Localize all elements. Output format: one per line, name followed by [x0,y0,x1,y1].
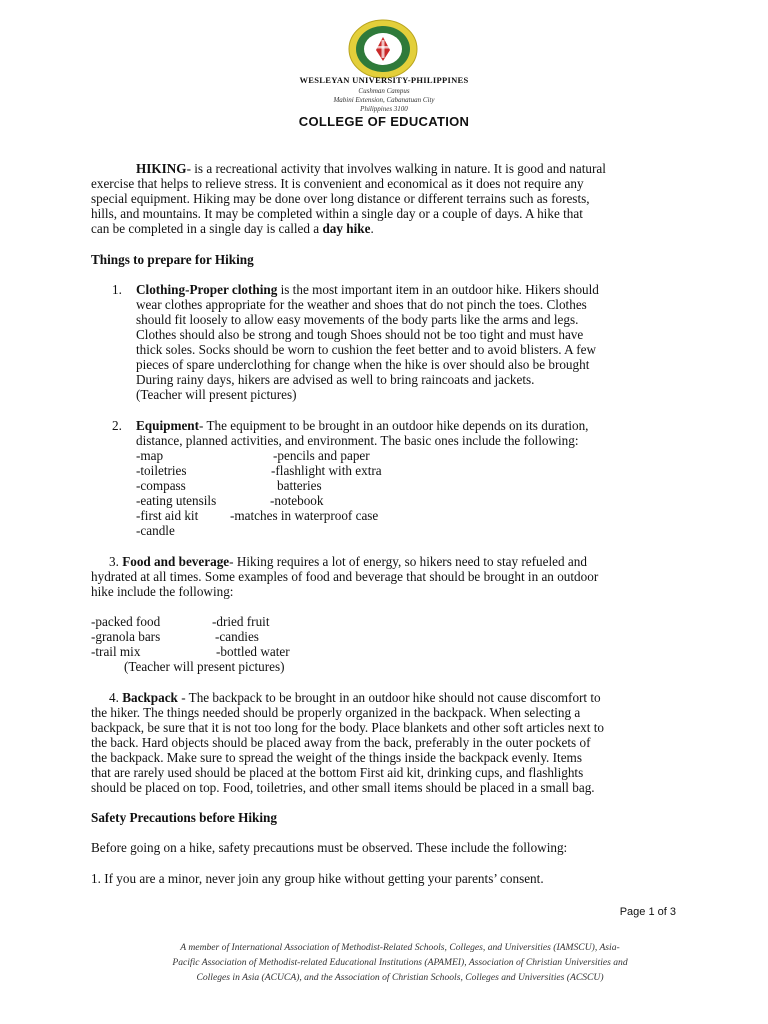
food-list-item: -bottled water [216,644,290,659]
equipment-list-item: -toiletries [136,463,187,478]
item-4-line-7: should be placed on top. Food, toiletries, and other small items should be placed in a small bag. [91,780,595,795]
item-3-line-1: 3. Food and beverage- Hiking requires a lot of energy, so hikers need to stay refueled and [109,554,587,569]
day-hike-term: day hike [322,221,371,236]
hiking-term: HIKING [136,161,187,176]
campus-name: Cushman Campus [358,87,410,95]
item-4-line-6: that are rarely used should be placed at the bottom First aid kit, drinking cups, and flashlights [91,765,584,780]
item-1-note: (Teacher will present pictures) [136,387,297,402]
item-1-line-1: Clothing-Proper clothing is the most important item in an outdoor hike. Hikers should [136,282,599,297]
section-title-things-to-prepare: Things to prepare for Hiking [91,252,254,267]
intro-line-4: hills, and mountains. It may be completed within a single day or a couple of days. A hike that [91,206,583,221]
equipment-list-item: -notebook [270,493,324,508]
campus-address: Mabini Extension, Cabanatuan City [333,96,435,104]
footer-line: A member of International Association of Methodist-Related Schools, Colleges, and Universities (IAMSCU), Asia- [180,942,620,953]
item-2-number: 2. [112,418,122,433]
item-4-line-5: the backpack. Make sure to spread the weight of the things inside the backpack evenly. Items [91,750,582,765]
university-name: WESLEYAN UNIVERSITY-PHILIPPINES [299,75,469,85]
intro-line-5: can be completed in a single day is called a day hike. [91,221,374,236]
college-title: COLLEGE OF EDUCATION [298,114,470,129]
item-4-line-2: the hiker. The things needed should be properly organized in the backpack. When selecting a [91,705,581,720]
equipment-list-item: -pencils and paper [273,448,370,463]
equipment-list-item: -eating utensils [136,493,217,508]
item-1-line-2: wear clothes appropriate for the weather and shoes that do not pinch the toes. Clothes [136,297,587,312]
campus-country: Philippines 3100 [360,105,408,113]
food-list-item: -granola bars [91,629,161,644]
footer-line: Pacific Association of Methodist-related Educational Institutions (APAMEI), Association of Christian Universities and [172,957,628,968]
safety-item-1: 1. If you are a minor, never join any group hike without getting your parents’ consent. [91,871,544,886]
equipment-list-item: -candle [136,523,175,538]
equipment-list-item: -compass [136,478,186,493]
item-1-line-7: During rainy days, hikers are advised as well to bring raincoats and jackets. [136,372,535,387]
food-list-item: -dried fruit [212,614,270,629]
item-1-line-3: should fit loosely to allow easy movements of the body parts like the arms and legs. [136,312,579,327]
equipment-list-item: batteries [277,478,322,493]
item-4-line-1: 4. Backpack - The backpack to be brought in an outdoor hike should not cause discomfort to [109,690,601,705]
footer-affiliations [110,940,690,985]
food-list-item: -packed food [91,614,161,629]
item-4-line-3: backpack, be sure that it is not too long for the body. Place blankets and other soft articles next to [91,720,604,735]
section-title-safety-precautions: Safety Precautions before Hiking [91,810,277,825]
intro-line-1: HIKING- is a recreational activity that involves walking in nature. It is good and natural [136,161,606,176]
item-2-line-2: distance, planned activities, and environment. The basic ones include the following: [136,433,579,448]
item-1-line-4: Clothes should also be strong and tough Shoes should not be too tight and must have [136,327,584,342]
item-2-line-1: Equipment- The equipment to be brought in an outdoor hike depends on its duration, [136,418,589,433]
item-1-line-5: thick soles. Socks should be worn to cushion the feet better and to avoid blisters. A few [136,342,597,357]
safety-intro: Before going on a hike, safety precautions must be observed. These include the following: [91,840,568,855]
item-4-line-4: the back. Hard objects should be placed away from the back, preferably in the outer pockets of [91,735,591,750]
food-list-item: -trail mix [91,644,141,659]
item-1-number: 1. [112,282,122,297]
item-3-note: (Teacher will present pictures) [124,659,285,674]
item-3-line-3: hike include the following: [91,584,234,599]
equipment-list-item: -first aid kit [136,508,199,523]
footer-line: Colleges in Asia (ACUCA), and the Association of Christian Schools, Colleges and Universities (ACSCU) [196,972,604,983]
food-list-item: -candies [215,629,259,644]
item-3-line-2: hydrated at all times. Some examples of food and beverage that should be brought in an outdoor [91,569,599,584]
intro-line-2: exercise that helps to relieve stress. It is convenient and economical as it does not require any [91,176,584,191]
page-number: Page 1 of 3 [619,906,676,918]
equipment-list-item: -flashlight with extra [271,463,382,478]
university-seal-logo [347,18,419,80]
item-1-line-6: pieces of spare underclothing for change when the hike is over should also be brought [136,357,590,372]
intro-line-3: special equipment. Hiking may be done over long distance or different terrains such as forests, [91,191,590,206]
equipment-list-item: -map [136,448,164,463]
equipment-list-item: -matches in waterproof case [230,508,379,523]
